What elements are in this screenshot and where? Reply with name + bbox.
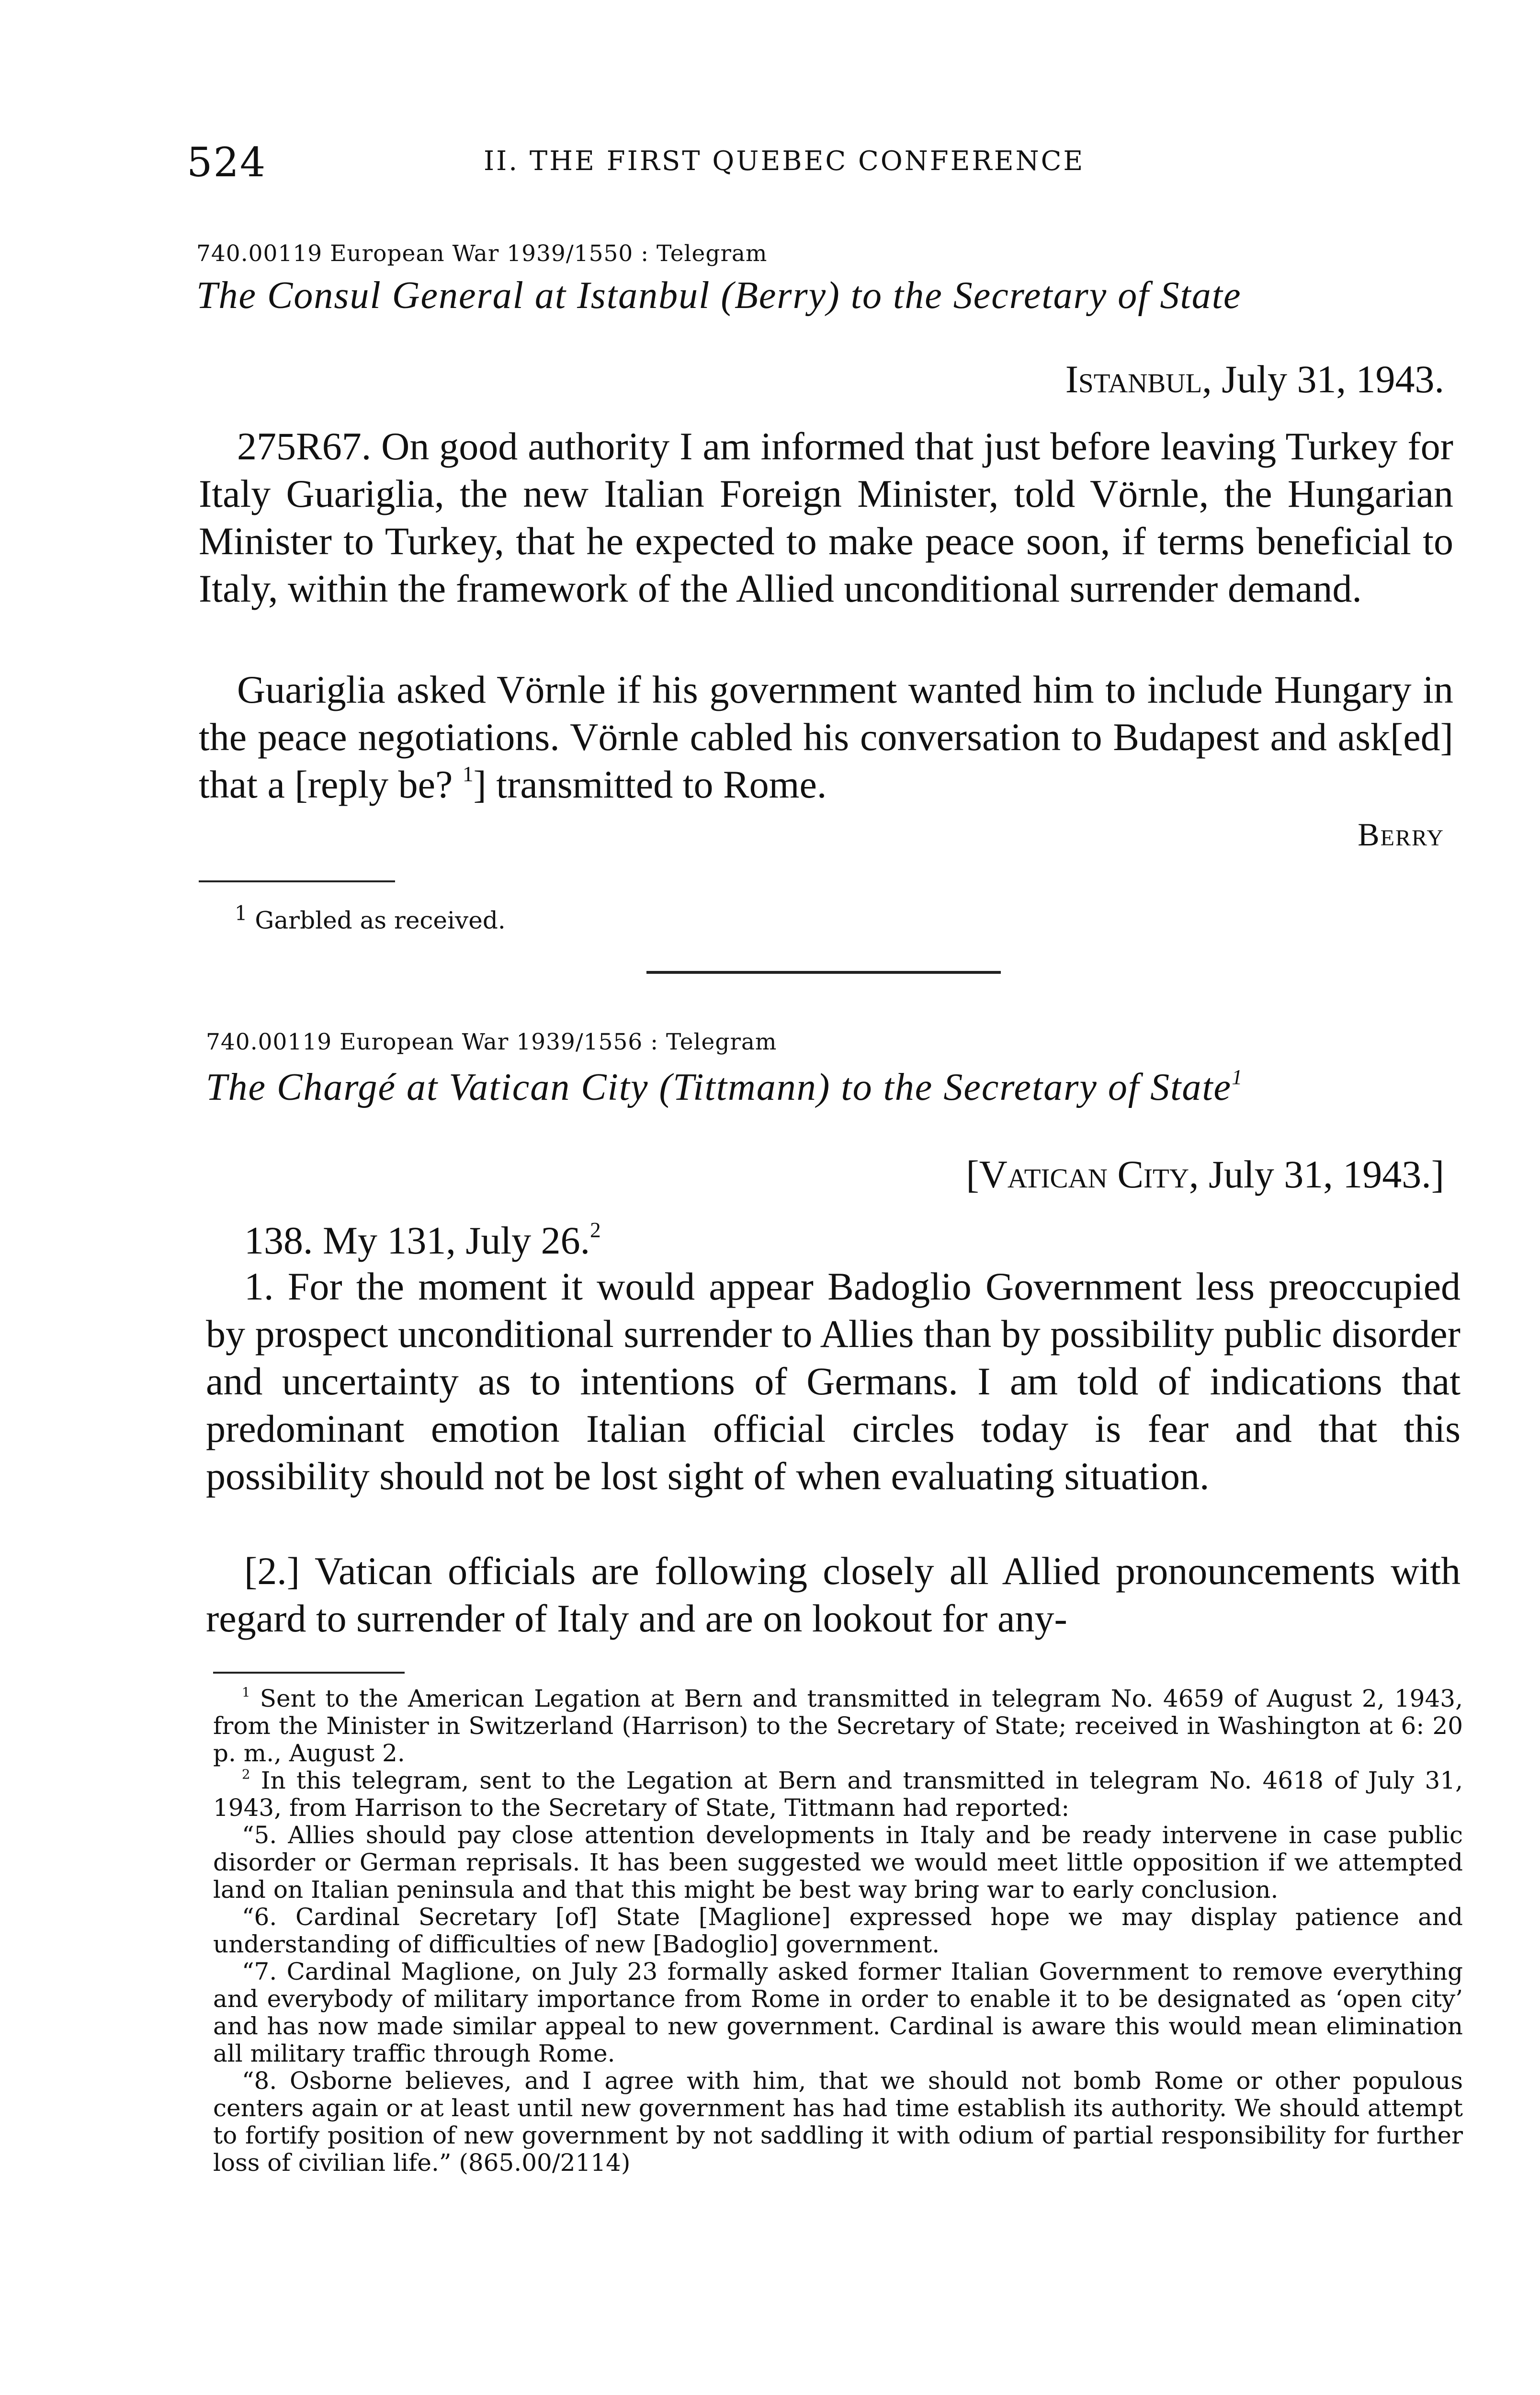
footnote-1-text: Sent to the American Legation at Bern and transmitted in telegram No. 4659 of August 2, 1943, from the Minister in Switzerland (Harrison) to the Secretary of State; received in Washington at 6: 20 p. m., August 2. — [213, 1685, 1463, 1767]
doc2-title-text: The Chargé at Vatican City (Tittmann) to the Secretary of State — [206, 1066, 1232, 1108]
doc2-file-ref: 740.00119 European War 1939/1556 : Telegram — [206, 1029, 777, 1055]
doc1-paragraph-2 — [199, 666, 1453, 808]
doc1-file-ref: 740.00119 European War 1939/1550 : Telegram — [196, 240, 768, 267]
doc1-footnote — [235, 900, 1001, 935]
doc1-footnote-ref: 1 — [462, 762, 474, 787]
footnote-1-marker: 1 — [242, 1685, 250, 1700]
footnote-rule — [199, 880, 395, 882]
doc2-paragraph-1-footnote-ref: 2 — [590, 1218, 601, 1243]
footnote-1 — [213, 1685, 1463, 1767]
footnote-quote-5: “5. Allies should pay close attention developments in Italy and be ready intervene in case public disorder or German reprisals. It has been suggested we would meet little opposition if we attempted land on Italian peninsula and that this might be best way bring war to early conclusion. — [213, 1821, 1463, 1904]
doc2-place: Vatican City — [979, 1152, 1189, 1196]
doc1-title: The Consul General at Istanbul (Berry) to the Secretary of State — [196, 274, 1242, 317]
doc2-paragraph-1-text: 138. My 131, July 26. — [244, 1219, 590, 1262]
doc1-place: Istanbul — [1065, 357, 1202, 401]
section-separator — [646, 971, 1001, 974]
doc1-date: , July 31, 1943. — [1202, 357, 1444, 401]
footnote-rule-2 — [213, 1672, 405, 1674]
footnote-quote-8: “8. Osborne believes, and I agree with him, that we should not bomb Rome or other populous centers again or at least until new government has had time establish its authority. We should attempt to fortify position of new government by not saddling it with odium of partial responsibility for further loss of civilian life.” (865.00/2114) — [213, 2067, 1463, 2177]
doc1-place-date — [1065, 357, 1444, 402]
doc2-paragraph-3: [2.] Vatican officials are following closely all Allied pronouncements with regard to surrender of Italy and are on lookout for any- — [206, 1549, 1461, 1640]
doc1-signer: Berry — [1358, 816, 1444, 853]
footnote-quote-7: “7. Cardinal Maglione, on July 23 formally asked former Italian Government to remove everything and everybody of military importance from Rome in order to enable it to be designated as ‘open city’ and has now made similar appeal to new government. Cardinal is aware this would mean elimination all military traffic through Rome. — [213, 1958, 1463, 2067]
doc1-paragraph-2-end: ] transmitted to Rome. — [473, 763, 827, 806]
doc1-paragraph-1: 275R67. On good authority I am informed that just before leaving Turkey for Italy Guariglia, the new Italian Foreign Minister, told Vörnle, the Hungarian Minister to Turkey, that he expected to make peace soon, if terms beneficial to Italy, within the framework of the Allied unconditional surrender demand. — [199, 424, 1453, 610]
doc2-paragraph-2: 1. For the moment it would appear Badoglio Government less preoccupied by prospect unconditional surrender to Allies than by possibility public disorder and uncertainty as to intentions of Germans. I am told of indications that predominant emotion Italian official circles today is fear and that this possibility should not be lost sight of when evaluating situation. — [206, 1265, 1461, 1498]
running-head: II. THE FIRST QUEBEC CONFERENCE — [484, 146, 1085, 177]
footnote-2-text: In this telegram, sent to the Legation at Bern and transmitted in telegram No. 4618 of July 31, 1943, from Harrison to the Secretary of State, Tittmann had reported: — [213, 1767, 1463, 1822]
doc1-footnote-marker: 1 — [235, 901, 248, 925]
doc2-title-footnote-ref: 1 — [1232, 1065, 1244, 1089]
page-header — [187, 139, 1461, 196]
footnote-2-marker: 2 — [242, 1767, 250, 1782]
doc2-date: , July 31, 1943.] — [1189, 1152, 1444, 1196]
doc1-footnote-text: Garbled as received. — [255, 906, 506, 935]
footnotes-block — [213, 1685, 1463, 2177]
footnote-quote-6: “6. Cardinal Secretary [of] State [Maglione] expressed hope we may display patience and understanding of difficulties of new [Badoglio] government. — [213, 1903, 1463, 1958]
doc1-paragraph-2-text: Guariglia asked Vörnle if his government wanted him to include Hungary in the peace negotiations. Vörnle cabled his conversation to Budapest and ask[ed] that a [reply be? — [199, 668, 1453, 806]
doc2-paragraph-1 — [206, 1217, 1461, 1264]
footnote-2 — [213, 1767, 1463, 1822]
doc2-title — [206, 1066, 1470, 1109]
page-number: 524 — [187, 139, 267, 186]
doc2-place-open: [ — [966, 1152, 979, 1196]
doc2-place-date — [966, 1152, 1444, 1197]
